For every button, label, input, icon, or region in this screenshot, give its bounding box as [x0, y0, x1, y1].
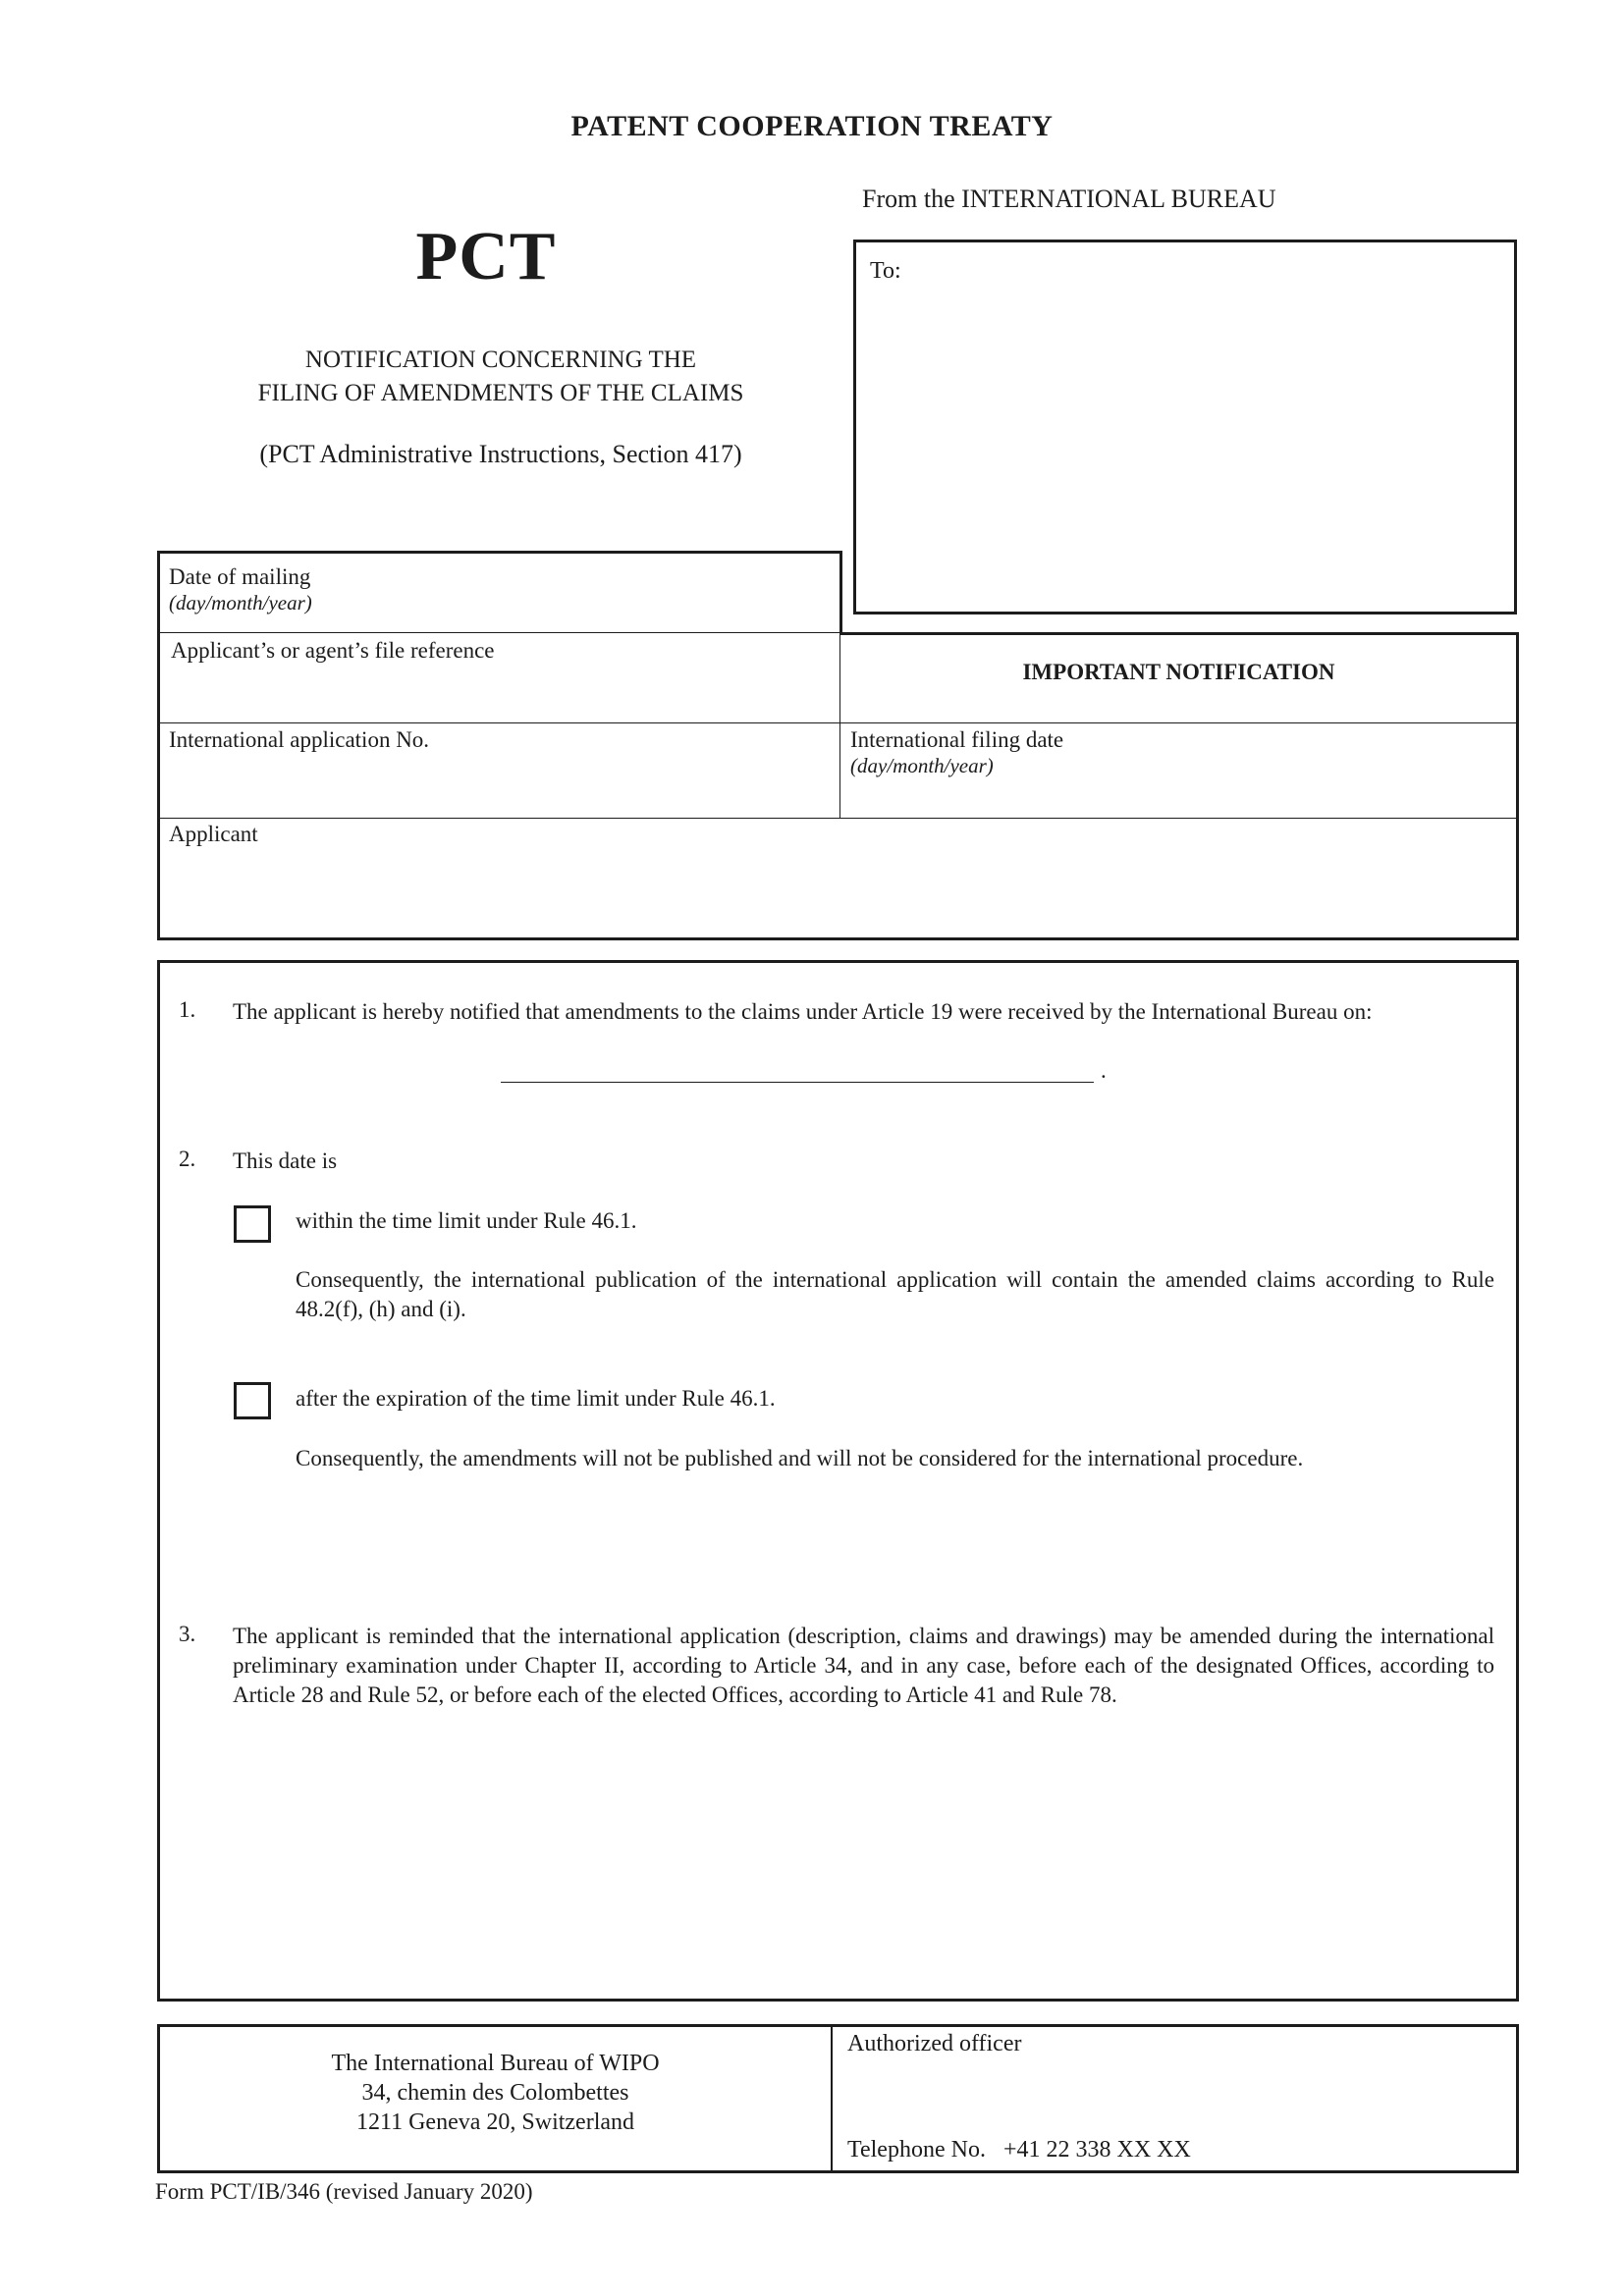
bureau-address-line1: The International Bureau of WIPO	[331, 2051, 660, 2076]
grid-mailing-right-border	[839, 551, 842, 635]
header-fields-grid	[157, 551, 1519, 940]
from-bureau-label: From the INTERNATIONAL BUREAU	[862, 185, 1276, 213]
grid-row-divider-2	[157, 722, 1519, 723]
notification-title-line1: NOTIFICATION CONCERNING THE	[304, 347, 697, 373]
authorized-officer-field[interactable]: Authorized officer	[847, 2031, 1022, 2056]
notification-title-line2: FILING OF AMENDMENTS OF THE CLAIMS	[257, 380, 744, 406]
application-number-label: International application No.	[169, 727, 430, 752]
after-time-limit-label: after the expiration of the time limit under Rule 46.1.	[296, 1386, 776, 1411]
item-2-number: 2.	[179, 1147, 196, 1171]
received-date-line[interactable]	[501, 1082, 1094, 1083]
date-of-mailing-label: Date of mailing	[169, 564, 311, 589]
treaty-title: PATENT COOPERATION TREATY	[570, 110, 1054, 142]
application-number-field[interactable]	[169, 727, 429, 753]
grid-top-border-right	[839, 632, 1519, 635]
bureau-address-line3: 1211 Geneva 20, Switzerland	[355, 2109, 635, 2135]
bureau-address-line2: 34, chemin des Colombettes	[361, 2080, 629, 2106]
filing-date-format: (day/month/year)	[850, 754, 994, 777]
admin-instructions-reference: (PCT Administrative Instructions, Section 417)	[259, 440, 742, 468]
pct-logo: PCT	[415, 219, 557, 294]
footer-divider	[831, 2027, 833, 2170]
after-time-limit-consequence: Consequently, the amendments will not be published and will not be considered for the international procedure.	[296, 1446, 1304, 1470]
important-notification-heading: IMPORTANT NOTIFICATION	[1022, 660, 1335, 684]
grid-row-divider-3	[157, 818, 1519, 819]
telephone-number: +41 22 338 XX XX	[1002, 2137, 1191, 2163]
item-1-number: 1.	[179, 997, 196, 1022]
within-time-limit-label: within the time limit under Rule 46.1.	[296, 1208, 637, 1233]
after-time-limit-checkbox[interactable]	[234, 1382, 271, 1419]
file-reference-field[interactable]	[171, 638, 495, 664]
applicant-label: Applicant	[169, 822, 258, 846]
grid-bottom-border	[157, 937, 1519, 940]
grid-top-border-left	[157, 551, 842, 554]
item-1-text: The applicant is hereby notified that amendments to the claims under Article 19 were received by the International Bureau on:	[233, 999, 1373, 1024]
grid-row-divider-1	[157, 632, 842, 633]
bureau-address	[160, 2049, 831, 2137]
footer-box	[157, 2024, 1519, 2173]
grid-left-border	[157, 551, 160, 940]
form-identifier: Form PCT/IB/346 (revised January 2020)	[155, 2179, 533, 2204]
filing-date-label: International filing date	[850, 727, 1064, 752]
date-of-mailing-field[interactable]	[169, 564, 312, 615]
applicant-field[interactable]	[169, 822, 258, 847]
received-date-suffix: .	[1101, 1058, 1107, 1083]
within-time-limit-consequence: Consequently, the international publication of the international application will contain the amended claims according to Rule 48.2(f), (h) and (i).	[296, 1267, 1494, 1321]
date-of-mailing-format: (day/month/year)	[169, 591, 312, 614]
notification-title	[196, 344, 805, 410]
file-reference-label: Applicant’s or agent’s file reference	[171, 638, 495, 663]
to-label: To:	[870, 258, 901, 284]
item-2-text: This date is	[233, 1148, 338, 1173]
notification-body-box	[157, 960, 1519, 2002]
item-3-text: The applicant is reminded that the international application (description, claims and drawings) may be amended during the international preliminary examination under Chapter II, according to Article 34, and in any case, before each of the designated Offices, according to Article 28 and Rule 52, or before each of the elected Offices, according to Article 41 and Rule 78.	[233, 1624, 1494, 1707]
telephone-label: Telephone No.	[847, 2137, 986, 2163]
item-3-number: 3.	[179, 1622, 196, 1646]
telephone-field	[847, 2137, 1191, 2163]
within-time-limit-checkbox[interactable]	[234, 1205, 271, 1243]
filing-date-field[interactable]	[850, 727, 1063, 778]
